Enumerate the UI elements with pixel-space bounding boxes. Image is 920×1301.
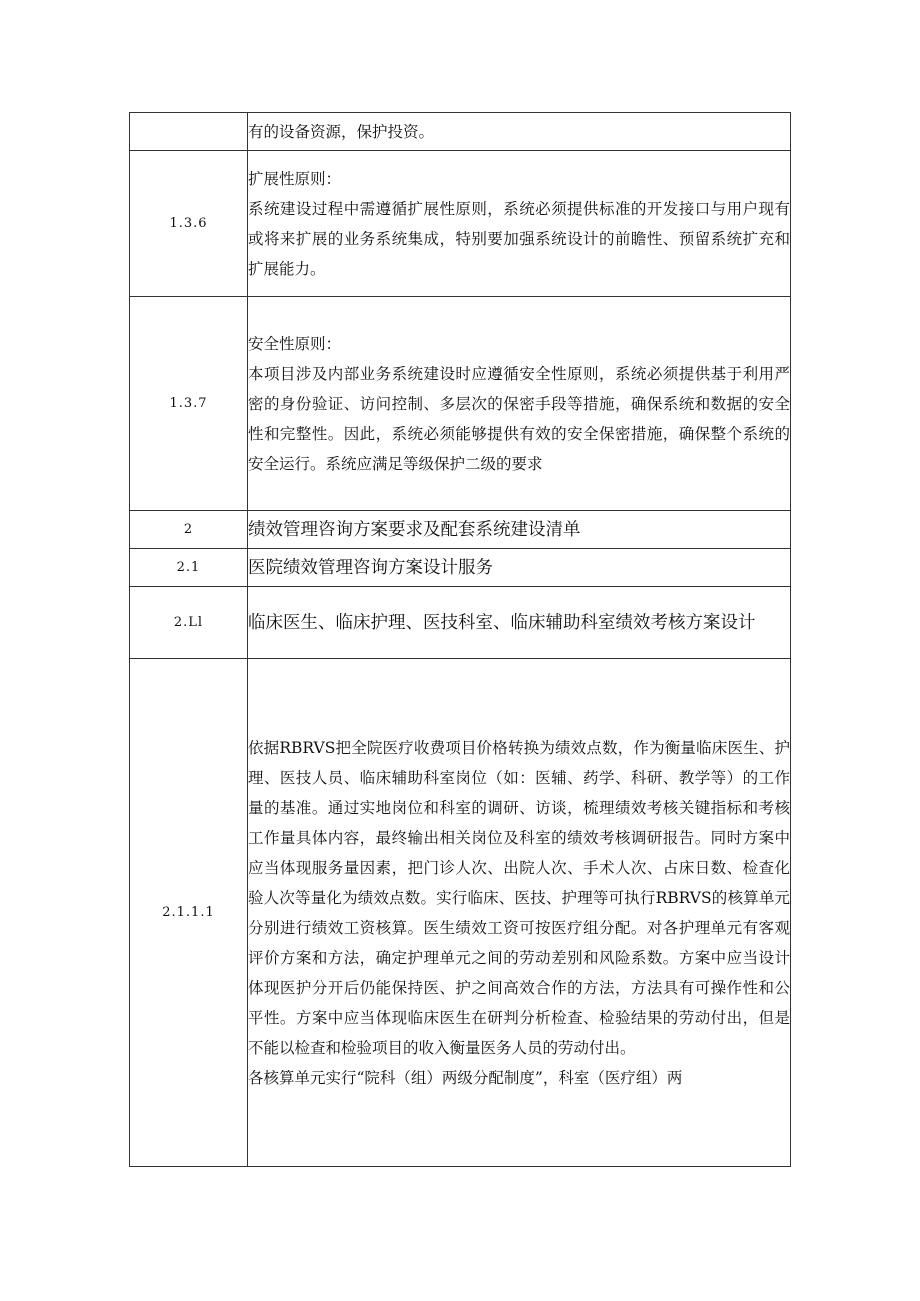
paragraph: 依据RBRVS把全院医疗收费项目价格转换为绩效点数，作为衡量临床医生、护理、医技人员、临床辅助科室岗位（如：医辅、药学、科研、教学等）的工作量的基准。通过实地岗位和科室的调研、访谈，梳理绩效考核关键指标和考核工作量具体内容，最终输出相关岗位及科室的绩效考核调研报告。同时方案中应当体现服务量因素，把门诊人次、出院人次、手术人次、占床日数、检查化验人次等量化为绩效点数。实行临床、医技、护理等可执行RBRVS的核算单元分别进行绩效工资核算。医生绩效工资可按医疗组分配。对各护理单元有客观评价方案和方法，确定护理单元之间的劳动差别和风险系数。方案中应当设计体现医护分开后仍能保持医、护之间高效合作的方法，方法具有可操作性和公平性。方案中应当体现临床医生在研判分析检查、检验结果的劳动付出，但是不能以检查和检验项目的收入衡量医务人员的劳动付出。 <box>248 738 790 1057</box>
table-row <box>130 297 791 511</box>
paragraph: 有的设备资源，保护投资。 <box>248 122 435 141</box>
paragraph: 系统建设过程中需遵循扩展性原则，系统必须提供标准的开发接口与用户现有或将来扩展的业务系统集成，特别要加强系统设计的前瞻性、预留系统扩充和扩展能力。 <box>248 199 790 278</box>
table-row <box>130 549 791 587</box>
row-content <box>248 151 791 297</box>
row-number: 2.1.1.1 <box>130 659 248 1167</box>
table-row <box>130 587 791 659</box>
row-number: 1.3.7 <box>130 297 248 511</box>
row-number <box>130 113 248 151</box>
paragraph: 本项目涉及内部业务系统建设时应遵循安全性原则，系统必须提供基于利用严密的身份验证、访问控制、多层次的保密手段等措施，确保系统和数据的安全性和完整性。因此，系统必须能够提供有效的安全保密措施，确保整个系统的安全运行。系统应满足等级保护二级的要求 <box>248 364 790 473</box>
section-title: 临床医生、临床护理、医技科室、临床辅助科室绩效考核方案设计 <box>248 612 756 633</box>
requirements-table <box>129 112 791 1167</box>
row-content <box>248 113 791 151</box>
paragraph: 各核算单元实行“院科（组）两级分配制度”，科室（医疗组）两 <box>248 1068 683 1087</box>
table-row <box>130 113 791 151</box>
row-number: 2.Ll <box>130 587 248 659</box>
row-number: 1.3.6 <box>130 151 248 297</box>
table-row <box>130 659 791 1167</box>
row-content <box>248 659 791 1167</box>
table-row <box>130 511 791 549</box>
table-row <box>130 151 791 297</box>
section-heading: 安全性原则： <box>248 334 342 353</box>
row-content <box>248 549 791 587</box>
row-content <box>248 511 791 549</box>
row-content <box>248 587 791 659</box>
section-title: 医院绩效管理咨询方案设计服务 <box>248 557 493 578</box>
row-number: 2.1 <box>130 549 248 587</box>
section-title: 绩效管理咨询方案要求及配套系统建设清单 <box>248 519 581 540</box>
row-content <box>248 297 791 511</box>
row-number: 2 <box>130 511 248 549</box>
section-heading: 扩展性原则： <box>248 169 342 188</box>
